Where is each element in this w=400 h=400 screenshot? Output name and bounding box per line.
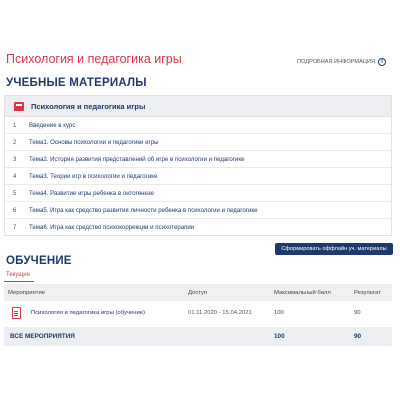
material-number: 3 (13, 155, 17, 163)
material-link[interactable]: Тема6. Игра как средство психокоррекции и психотерапии (29, 224, 195, 231)
event-access: 01.11.2020 - 15.04.2021 (188, 310, 252, 316)
generate-offline-materials-button[interactable]: Сформировать оффлайн уч. материалы (275, 243, 393, 255)
material-number: 1 (13, 121, 17, 129)
table-row[interactable] (4, 301, 392, 325)
material-number: 2 (13, 138, 17, 146)
material-row-6[interactable] (5, 202, 391, 219)
total-result: 90 (354, 333, 362, 340)
tab-current[interactable]: Текущие (6, 272, 30, 278)
total-max-score: 100 (274, 333, 285, 340)
materials-panel (4, 95, 392, 236)
material-row-3[interactable] (5, 151, 391, 168)
material-number: 5 (13, 189, 17, 197)
material-number: 7 (13, 224, 17, 231)
material-row-2[interactable] (5, 134, 391, 151)
course-title: Психология и педагогика игры (6, 52, 182, 66)
materials-title: Психология и педагогика игры (31, 101, 146, 111)
col-access: Доступ (188, 290, 208, 296)
course-header (0, 40, 400, 72)
learning-table-header (4, 284, 392, 301)
material-link[interactable]: Тема5. Игра как средство развития личности ребенка в психологии и педагогике (29, 206, 258, 214)
col-max-score: Максимальный балл (274, 290, 331, 296)
event-result: 90 (354, 310, 361, 316)
info-icon: I (378, 58, 386, 66)
col-result: Результат (354, 290, 381, 296)
book-icon (14, 102, 24, 111)
material-link[interactable]: Тема1. Основы психологии и педагогики игры (29, 138, 159, 146)
material-row-7[interactable] (5, 219, 391, 236)
table-total-row (4, 327, 392, 346)
material-link[interactable]: Тема2. История развития представлений об игре в психологии и педагогике (29, 155, 245, 163)
total-label: ВСЕ МЕРОПРИЯТИЯ (10, 333, 75, 340)
material-link[interactable]: Введение в курс (29, 121, 76, 129)
material-link[interactable]: Тема3. Теории игр в психологии и педагогике (29, 172, 158, 180)
material-row-5[interactable] (5, 185, 391, 202)
tab-active-indicator (4, 281, 34, 282)
materials-heading: УЧЕБНЫЕ МАТЕРИАЛЫ (6, 77, 147, 89)
material-number: 4 (13, 172, 17, 180)
more-info-label: ПОДРОБНАЯ ИНФОРМАЦИЯ (297, 59, 375, 65)
material-row-1[interactable] (5, 117, 391, 134)
col-event: Мероприятие (8, 290, 46, 296)
learning-heading: ОБУЧЕНИЕ (6, 255, 72, 267)
document-icon (12, 307, 21, 319)
event-name-link[interactable]: Психология и педагогика игры (обучение) (31, 310, 146, 316)
material-link[interactable]: Тема4. Развитие игры ребенка в онтогенезе (29, 189, 154, 197)
materials-panel-header[interactable] (5, 96, 391, 117)
material-number: 6 (13, 206, 17, 214)
event-max-score: 100 (274, 310, 284, 316)
material-row-4[interactable] (5, 168, 391, 185)
more-info-link[interactable] (297, 58, 386, 66)
